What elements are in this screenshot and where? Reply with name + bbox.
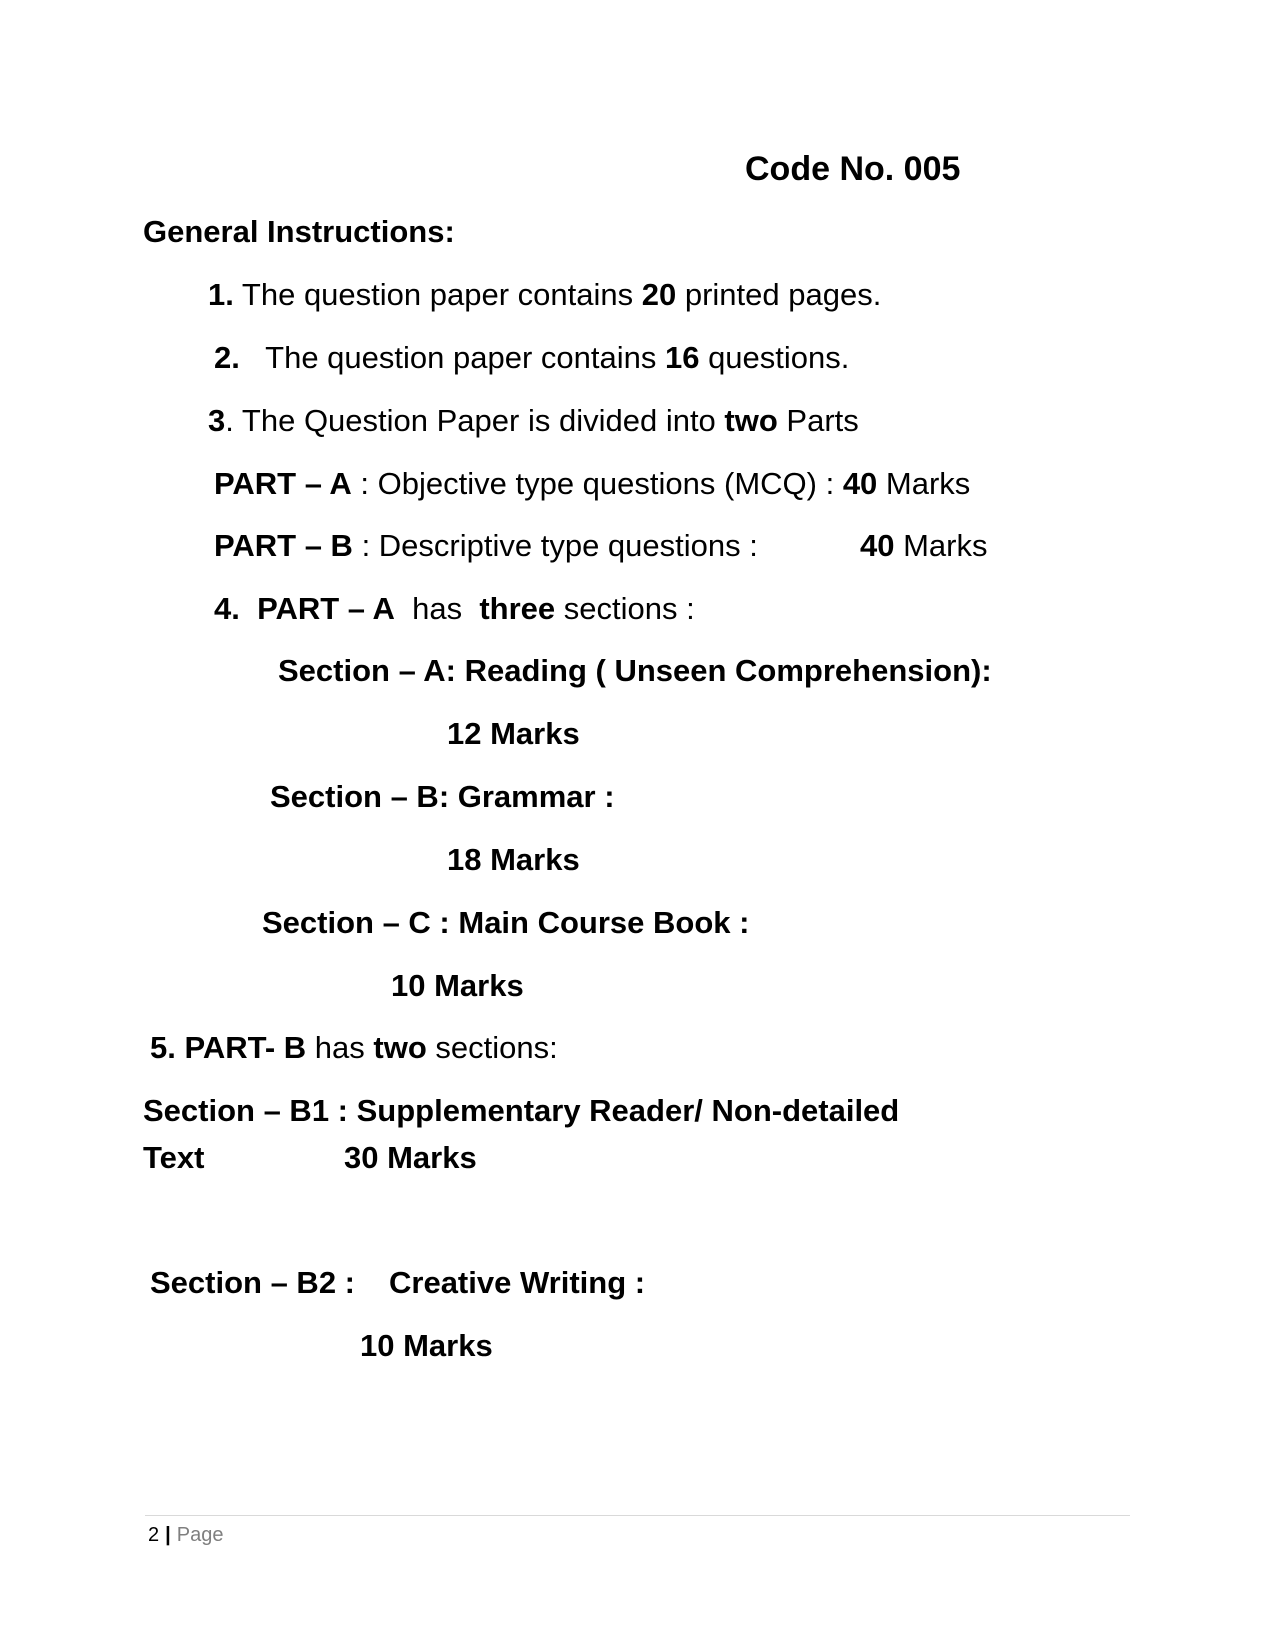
footer-separator: |: [165, 1524, 171, 1546]
part-label: PART – A: [257, 591, 395, 626]
part-b-marks: [860, 527, 987, 565]
item-text: has: [306, 1030, 374, 1065]
code-number: Code No. 005: [745, 150, 961, 188]
instruction-item-2: [214, 339, 849, 377]
instruction-item-1: [208, 276, 881, 314]
instruction-item-3: [208, 402, 859, 440]
item-text: questions.: [699, 340, 850, 375]
item-number: 2.: [214, 340, 240, 375]
item-value: 20: [641, 277, 677, 312]
section-c-label: Section – C : Main Course Book :: [262, 905, 750, 940]
part-marks-value: 40: [842, 466, 878, 501]
instruction-item-4: [214, 590, 695, 628]
section-a-marks: 12 Marks: [447, 716, 580, 751]
section-a-label: Section – A: Reading ( Unseen Comprehension):: [278, 653, 992, 688]
section-b1-label: Section – B1 : Supplementary Reader/ Non-detailed: [143, 1093, 900, 1128]
part-text: Marks: [894, 528, 988, 563]
page-label: Page: [176, 1524, 224, 1546]
section-b1-marks: 30 Marks: [344, 1140, 477, 1175]
general-instructions-heading: General Instructions:: [143, 214, 455, 249]
item-value: two: [373, 1030, 427, 1065]
item-value: 16: [664, 340, 700, 375]
part-label: PART – B: [214, 528, 353, 563]
part-label: PART – A: [214, 466, 352, 501]
item-text: The question paper contains: [233, 277, 642, 312]
instruction-item-5: [150, 1029, 558, 1067]
item-number: 1.: [208, 277, 234, 312]
item-number: 3: [208, 403, 226, 438]
section-c-marks: 10 Marks: [391, 968, 524, 1003]
item-number: 4.: [214, 591, 240, 626]
item-text: has: [403, 591, 471, 626]
part-marks-value: 40: [860, 528, 895, 563]
section-b1-text-label: Text: [143, 1140, 205, 1175]
footer-divider: [145, 1515, 1130, 1516]
item-text: Parts: [777, 403, 859, 438]
section-b-marks: 18 Marks: [447, 842, 580, 877]
section-b2-title: Creative Writing :: [389, 1265, 646, 1300]
part-a-line: [214, 465, 970, 503]
part-text: : Objective type questions (MCQ) :: [351, 466, 843, 501]
item-text: The question paper contains: [257, 340, 665, 375]
section-b2-label: Section – B2 :: [150, 1265, 355, 1300]
part-label: 5. PART- B: [150, 1030, 307, 1065]
page-number: 2: [148, 1524, 160, 1546]
part-text: Marks: [877, 466, 971, 501]
item-text: sections:: [426, 1030, 558, 1065]
item-value: three: [479, 591, 556, 626]
item-text: sections :: [555, 591, 695, 626]
item-text: printed pages.: [684, 277, 882, 312]
section-b2-marks: 10 Marks: [360, 1328, 493, 1363]
item-value: two: [724, 403, 778, 438]
section-b-label: Section – B: Grammar :: [270, 779, 615, 814]
part-b-line: [214, 527, 758, 565]
page-footer: [148, 1522, 223, 1548]
item-text: . The Question Paper is divided into: [225, 403, 725, 438]
part-text: : Descriptive type questions :: [352, 528, 758, 563]
